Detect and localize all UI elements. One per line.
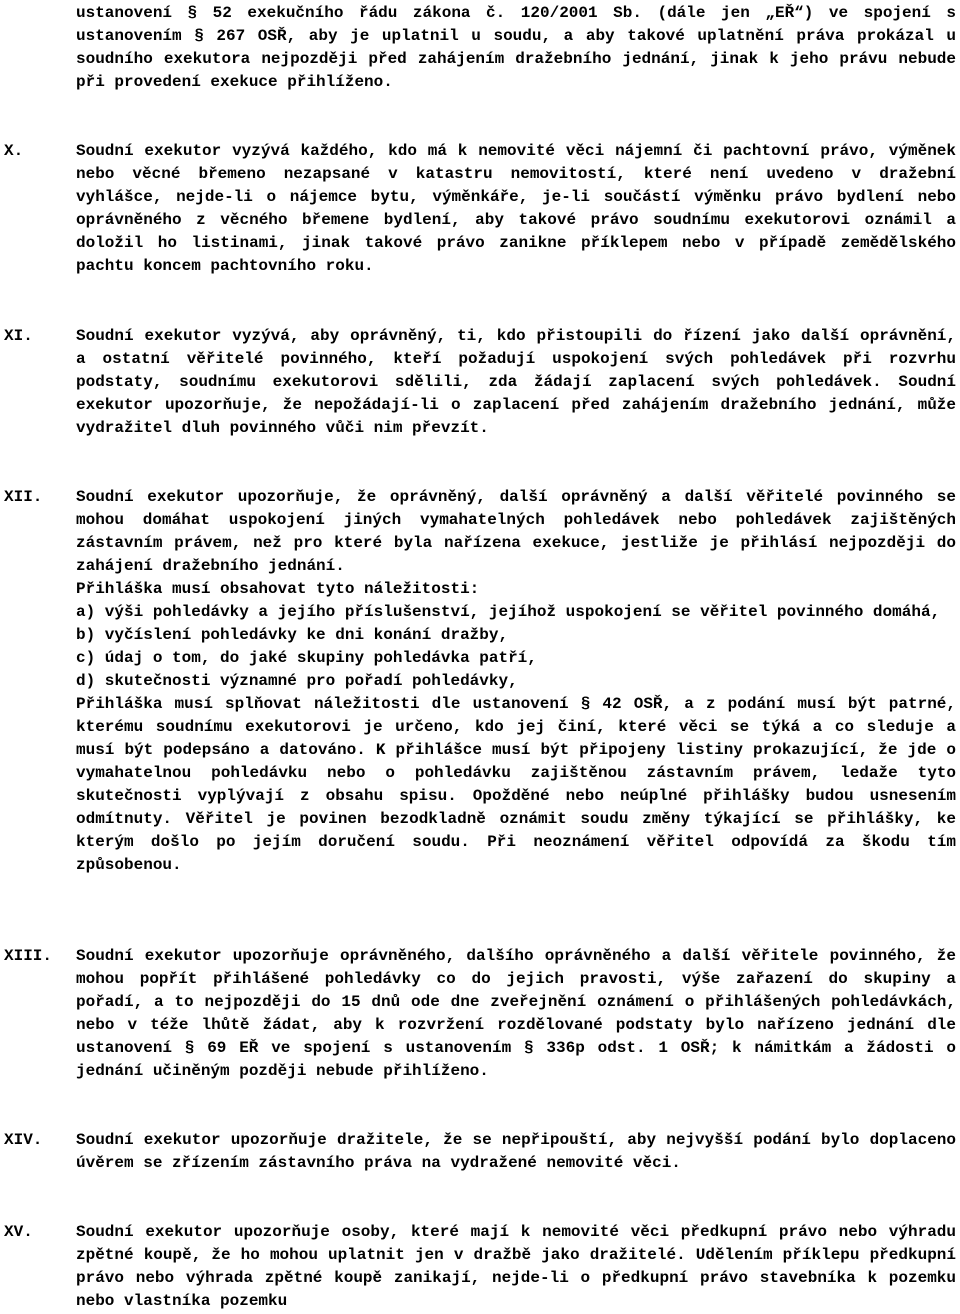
intro-paragraph — [76, 2, 956, 94]
section-xi-text: Soudní exekutor vyzývá, aby oprávněný, ti, kdo přistoupili do řízení jako další oprávnění, a ostatní věřitelé povinného, kteří požadují uspokojení svých pohledávek při rozvrhu podstaty, soudnímu exekutorovi sdělili, zda žádají zaplacení svých pohledávek. Soudní exekutor upozorňuje, že nepožádají-li o zaplacení před zahájením dražebního jednání, může vydražitel dluh povinného vůči nim převzít. — [76, 327, 956, 437]
list-item: c) údaj o tom, do jaké skupiny pohledávka patří, — [76, 649, 537, 667]
section-number-xiv: XIV. — [4, 1131, 43, 1149]
section-xiii-text: Soudní exekutor upozorňuje oprávněného, dalšího oprávněného a další věřitele povinného, že mohou popřít přihlášené pohledávky co do jejich pravosti, výše zařazení do skupiny a pořadí, a to nejpozději do 15 dnů ode dne zveřejnění oznámení o přihlášených pohledávkách, nebo v téže lhůtě žádat, aby k rozvržení rozdělované podstaty bylo nařízeno jednání dle ustanovení § 69 EŘ ve spojení s ustanovením § 336p odst. 1 OSŘ; k námitkám a žádosti o jednání učiněným později nebude přihlíženo. — [76, 947, 956, 1080]
section-xii-text: Soudní exekutor upozorňuje, že oprávněný, další oprávněný a další věřitelé povinného se mohou domáhat uspokojení jiných vymahatelných pohledávek nebo pohledávek zajištěných zástavním právem, než pro které byla nařízena exekuce, jestliže je přihlásí nejpozději do zahájení dražebního jednání. — [76, 488, 956, 575]
section-xv — [76, 1221, 956, 1313]
requirements-list — [76, 601, 956, 693]
section-x — [76, 140, 956, 278]
list-item: a) výši pohledávky a jejího příslušenství, jejíhož uspokojení se věřitel povinného domáhá, — [76, 603, 941, 621]
section-number-xi: XI. — [4, 327, 33, 345]
section-number-xiii: XIII. — [4, 947, 53, 965]
section-number-x: X. — [4, 142, 24, 160]
section-xii — [76, 486, 956, 877]
section-xiv-text: Soudní exekutor upozorňuje dražitele, že se nepřipouští, aby nejvyšší podání bylo doplaceno úvěrem se zřízením zástavního práva na vydražené nemovité věci. — [76, 1131, 956, 1172]
list-item: d) skutečnosti významné pro pořadí pohledávky, — [76, 672, 518, 690]
section-x-text: Soudní exekutor vyzývá každého, kdo má k nemovité věci nájemní či pachtovní právo, výměnek nebo věcné břemeno nezapsané v katastru nemovitostí, které není uvedeno v dražební vyhlášce, nejde-li o nájemce bytu, výměnkáře, je-li součástí výměnku právo bydlení nebo oprávněného z věcného břemene bydlení, aby takové právo soudnímu exekutorovi oznámil a doložil ho listinami, jinak takové právo zanikne příklepem nebo v případě zemědělského pachtu koncem pachtovního roku. — [76, 142, 956, 275]
section-xii-text-after: Přihláška musí splňovat náležitosti dle ustanovení § 42 OSŘ, a z podání musí být patrné, kterému soudnímu exekutorovi je určeno, kdo jej činí, které věci se týká a co sleduje a musí být podepsáno a datováno. K přihlášce musí být připojeny listiny prokazující, že jde o vymahatelnou pohledávku nebo o pohledávku zajištěnou zástavním právem, ledaže tyto skutečnosti vyplývají z obsahu spisu. Opožděné nebo neúplné přihlášky budou usnesením odmítnuty. Věřitel je povinen bezodkladně oznámit soudu změny týkající se přihlášky, ke kterým došlo po jejím doručení soudu. Při neoznámení věřitel odpovídá za škodu tím způsobenou. — [76, 695, 956, 874]
section-xii-list-intro: Přihláška musí obsahovat tyto náležitosti: — [76, 580, 480, 598]
intro-text: ustanovení § 52 exekučního řádu zákona č. 120/2001 Sb. (dále jen „EŘ“) ve spojení s ustanovením § 267 OSŘ, aby je uplatnil u soudu, a aby takové uplatnění práva prokázal u soudního exekutora nejpozději před zahájením dražebního jednání, jinak k jeho právu nebude při provedení exekuce přihlíženo. — [76, 4, 956, 91]
section-xi — [76, 325, 956, 440]
list-item: b) vyčíslení pohledávky ke dni konání dražby, — [76, 626, 509, 644]
section-number-xv: XV. — [4, 1223, 33, 1241]
section-number-xii: XII. — [4, 488, 43, 506]
section-xiii — [76, 945, 956, 1083]
section-xiv — [76, 1129, 956, 1175]
section-xv-text: Soudní exekutor upozorňuje osoby, které mají k nemovité věci předkupní právo nebo výhradu zpětné koupě, že ho mohou uplatnit jen v dražbě jako dražitelé. Udělením příklepu předkupní právo nebo výhrada zpětné koupě zanikají, nejde-li o předkupní právo stavebníka k pozemku nebo vlastníka pozemku — [76, 1223, 956, 1310]
